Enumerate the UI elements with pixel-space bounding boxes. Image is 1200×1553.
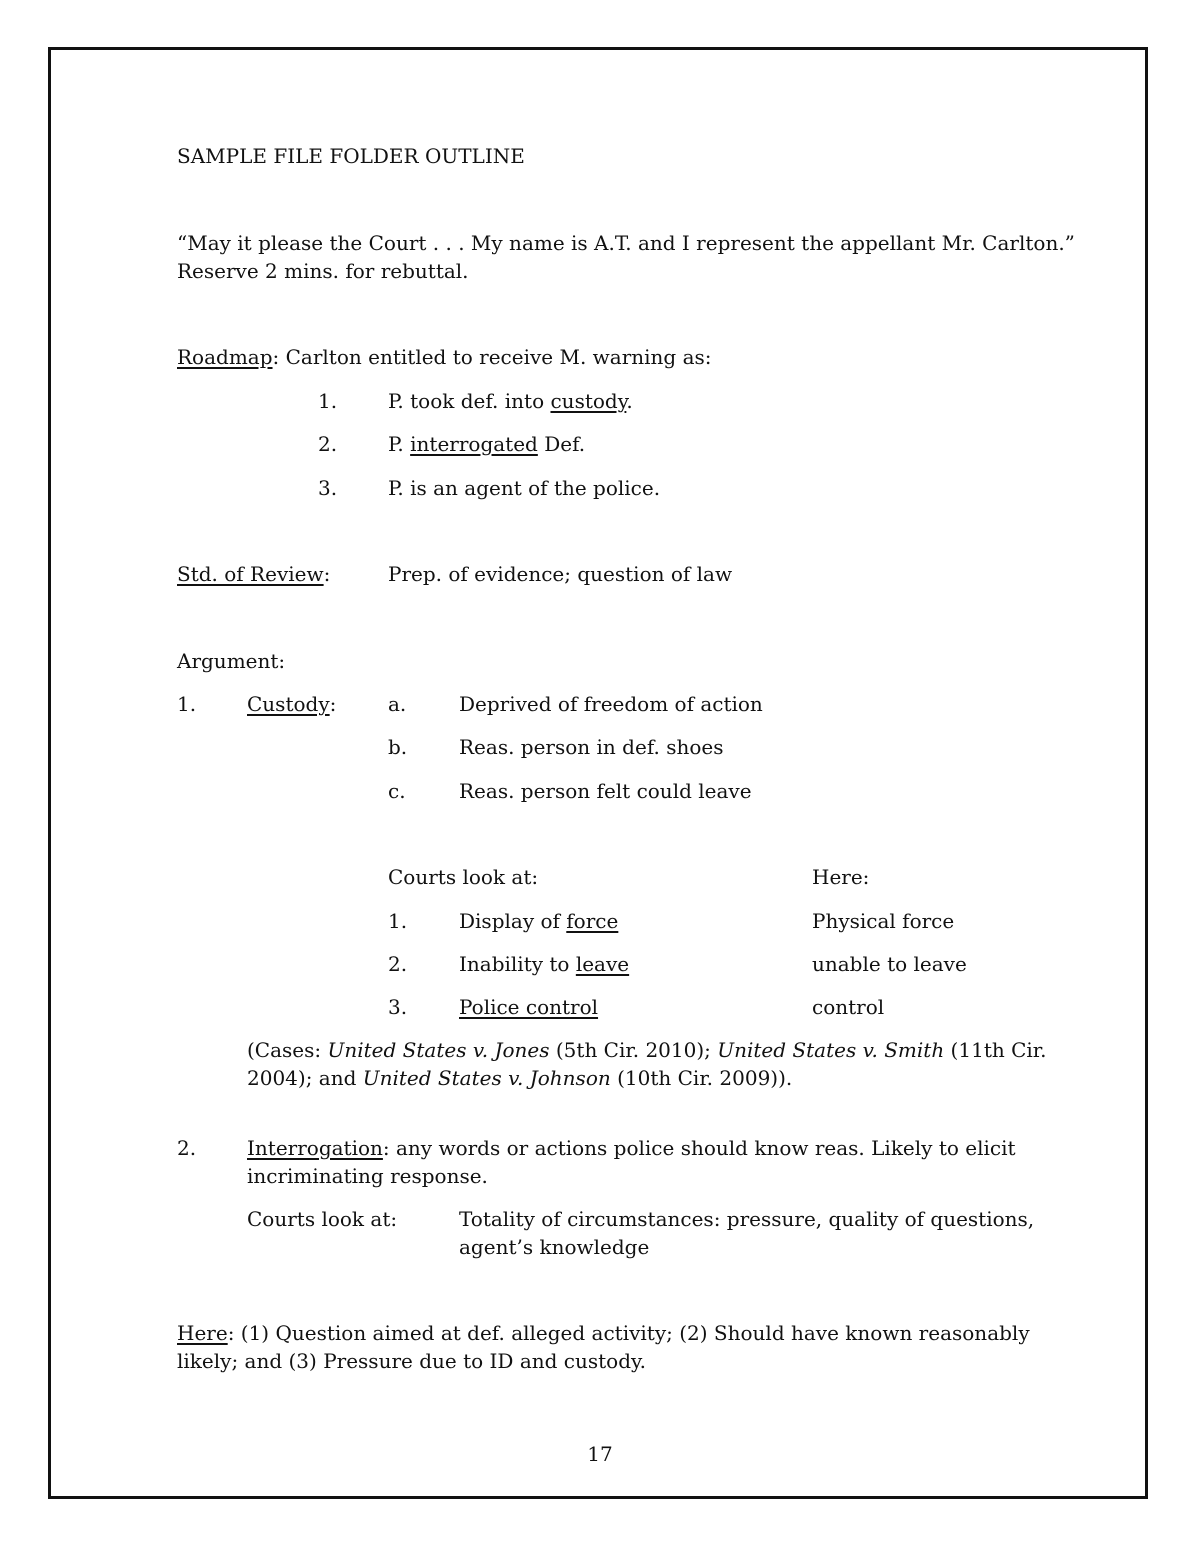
roadmap-label: Roadmap bbox=[177, 345, 273, 369]
case-johnson-cite: (10th Cir. 2009)). bbox=[610, 1066, 793, 1090]
factor-1-here: Physical force bbox=[812, 909, 955, 933]
case-smith-year: 2004); and bbox=[247, 1066, 363, 1090]
case-johnson: United States v. Johnson bbox=[362, 1066, 611, 1090]
roadmap-item-2 bbox=[388, 430, 585, 458]
roadmap-item-2-end: Def. bbox=[537, 432, 586, 456]
opening-line-1: “May it please the Court . . . My name is A.T. and I represent the appellant Mr. Carlton.” bbox=[177, 231, 1075, 255]
document-title: SAMPLE FILE FOLDER OUTLINE bbox=[177, 144, 525, 168]
custody-courts-label: Courts look at: bbox=[388, 865, 539, 889]
case-jones-cite: (5th Cir. 2010); bbox=[549, 1038, 718, 1062]
roadmap-item-3-text: P. is an agent of the police. bbox=[388, 476, 661, 500]
review-label-line bbox=[177, 560, 330, 588]
cases-line-1 bbox=[247, 1036, 1047, 1064]
roadmap-item-3 bbox=[388, 474, 660, 502]
factor-3-here: control bbox=[812, 995, 885, 1019]
cases-intro: (Cases: bbox=[247, 1038, 328, 1062]
interrogation-courts-line-2: agent’s knowledge bbox=[459, 1235, 650, 1259]
cases-line-2 bbox=[247, 1064, 792, 1092]
custody-element-a: Deprived of freedom of action bbox=[459, 692, 763, 716]
interrogation-number: 2. bbox=[177, 1136, 197, 1160]
argument-heading: Argument: bbox=[177, 649, 286, 673]
interrogation-line-2: incriminating response. bbox=[247, 1164, 488, 1188]
roadmap-item-2-text: P. bbox=[388, 432, 411, 456]
custody-number: 1. bbox=[177, 692, 197, 716]
factor-3 bbox=[459, 993, 598, 1021]
custody-element-b: Reas. person in def. shoes bbox=[459, 735, 724, 759]
custody-label: Custody bbox=[247, 692, 330, 716]
case-smith-cite: (11th Cir. bbox=[944, 1038, 1047, 1062]
custody-here-label: Here: bbox=[812, 865, 870, 889]
factor-2-here: unable to leave bbox=[812, 952, 967, 976]
custody-element-c-letter: c. bbox=[388, 779, 406, 803]
roadmap-text: : Carlton entitled to receive M. warning as: bbox=[272, 345, 712, 369]
factor-1-text: Display of bbox=[459, 909, 567, 933]
review-value: Prep. of evidence; question of law bbox=[388, 562, 733, 586]
roadmap-line bbox=[177, 343, 712, 371]
roadmap-item-1-underlined: custody bbox=[550, 389, 627, 413]
case-smith: United States v. Smith bbox=[717, 1038, 945, 1062]
roadmap-item-2-number: 2. bbox=[318, 432, 338, 456]
here-label: Here bbox=[177, 1321, 228, 1345]
here-text-1: : (1) Question aimed at def. alleged activity; (2) Should have known reasonably bbox=[227, 1321, 1030, 1345]
factor-3-number: 3. bbox=[388, 995, 408, 1019]
factor-2-number: 2. bbox=[388, 952, 408, 976]
roadmap-item-1-text: P. took def. into bbox=[388, 389, 551, 413]
interrogation-courts-label: Courts look at: bbox=[247, 1207, 398, 1231]
roadmap-item-3-number: 3. bbox=[318, 476, 338, 500]
factor-1-underlined: force bbox=[566, 909, 619, 933]
custody-element-a-letter: a. bbox=[388, 692, 407, 716]
opening-line-2: Reserve 2 mins. for rebuttal. bbox=[177, 259, 469, 283]
interrogation-courts-line-1: Totality of circumstances: pressure, quality of questions, bbox=[459, 1207, 1035, 1231]
interrogation-label: Interrogation bbox=[247, 1136, 383, 1160]
case-jones: United States v. Jones bbox=[327, 1038, 550, 1062]
custody-element-b-letter: b. bbox=[388, 735, 408, 759]
roadmap-item-2-underlined: interrogated bbox=[410, 432, 538, 456]
custody-element-c: Reas. person felt could leave bbox=[459, 779, 752, 803]
roadmap-item-1-number: 1. bbox=[318, 389, 338, 413]
roadmap-item-1-end: . bbox=[626, 389, 633, 413]
factor-2-text: Inability to bbox=[459, 952, 576, 976]
here-line-1 bbox=[177, 1319, 1030, 1347]
factor-1 bbox=[459, 907, 618, 935]
review-colon: : bbox=[323, 562, 331, 586]
page-number: 17 bbox=[587, 1442, 613, 1466]
roadmap-item-1 bbox=[388, 387, 633, 415]
factor-3-underlined: Police control bbox=[459, 995, 599, 1019]
custody-label-line bbox=[247, 690, 336, 718]
factor-2-underlined: leave bbox=[575, 952, 630, 976]
review-label: Std. of Review bbox=[177, 562, 324, 586]
here-line-2: likely; and (3) Pressure due to ID and custody. bbox=[177, 1349, 647, 1373]
custody-colon: : bbox=[329, 692, 337, 716]
interrogation-definition: : any words or actions police should know reas. Likely to elicit bbox=[382, 1136, 1016, 1160]
interrogation-line-1 bbox=[247, 1134, 1016, 1162]
factor-1-number: 1. bbox=[388, 909, 408, 933]
factor-2 bbox=[459, 950, 629, 978]
